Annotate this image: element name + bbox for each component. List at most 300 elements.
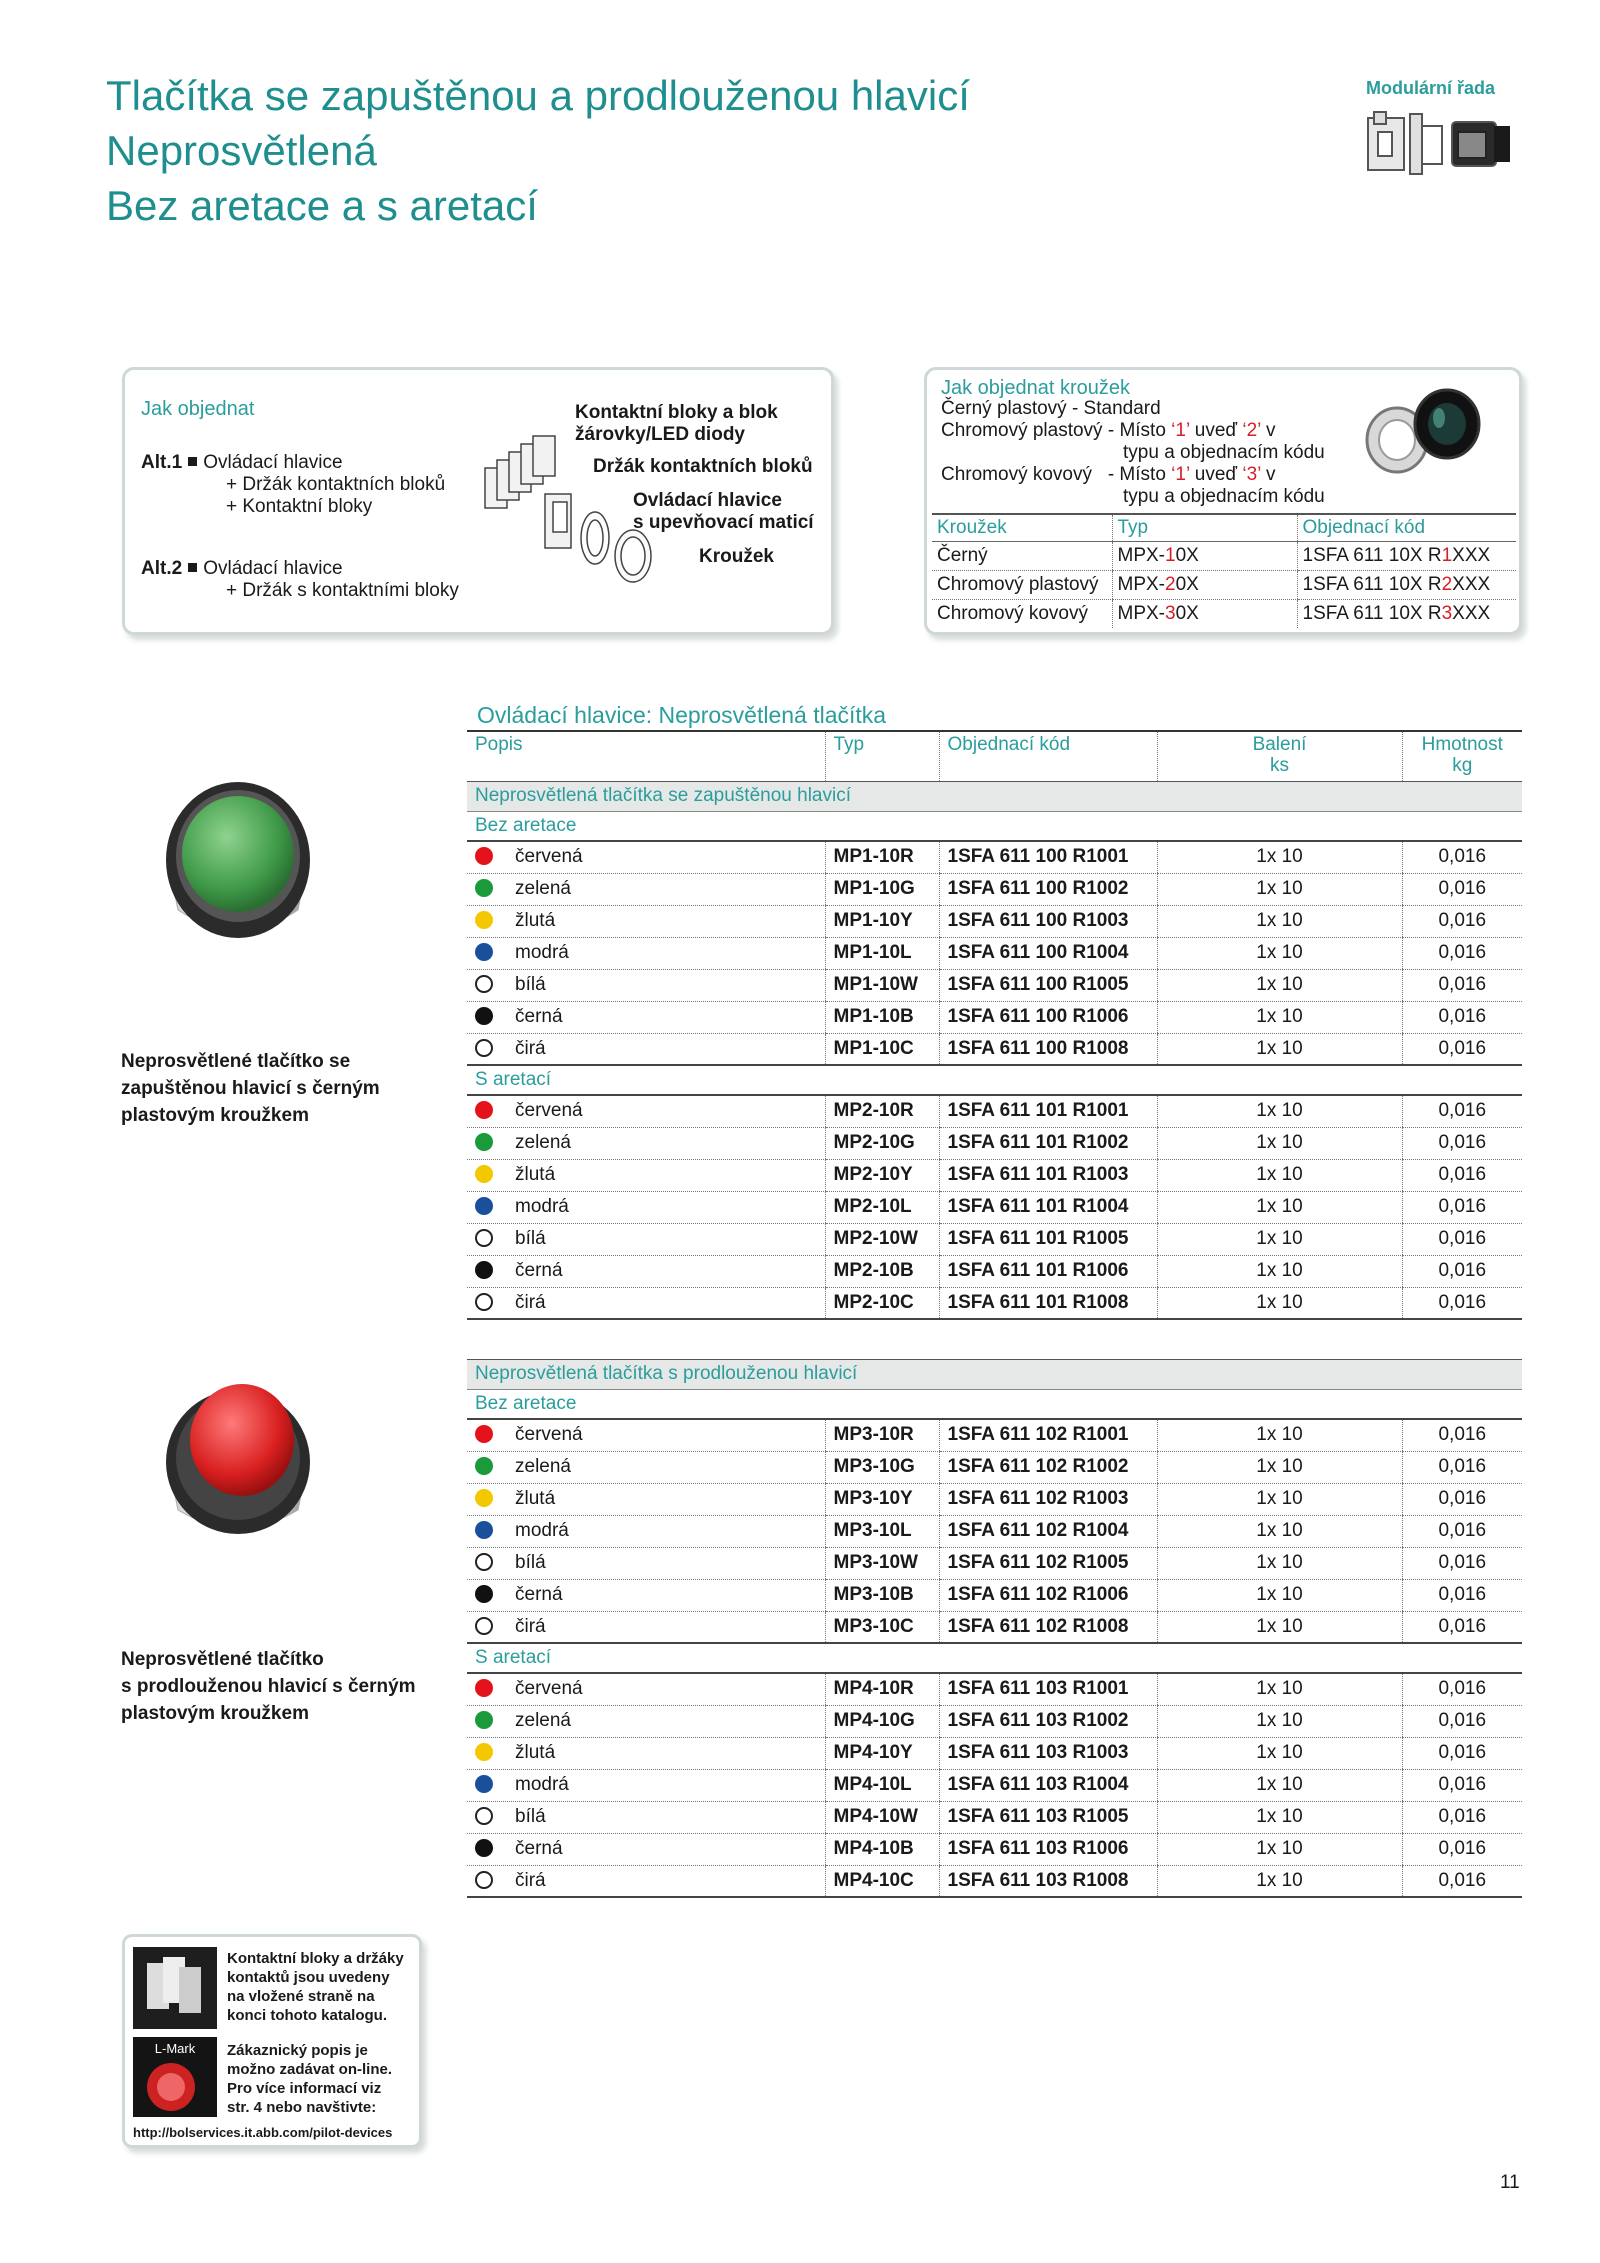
ring-name: Chromový plastový: [932, 570, 1112, 599]
row-weight: 0,016: [1402, 969, 1522, 1001]
table-row: [467, 1287, 1522, 1319]
color-dot-icon: [475, 975, 493, 993]
row-order-code: 1SFA 611 103 R1003: [939, 1737, 1157, 1769]
col-order-code: Objednací kód: [939, 731, 1157, 781]
color-name: bílá: [515, 1806, 546, 1827]
color-name: modrá: [515, 1196, 569, 1217]
color-name: zelená: [515, 1710, 571, 1731]
color-dot-icon: [475, 1293, 493, 1311]
color-dot-icon: [475, 1679, 493, 1697]
row-packing: 1x 10: [1157, 905, 1402, 937]
row-description: [467, 1191, 825, 1223]
color-dot-icon: [475, 911, 493, 929]
color-dot-icon: [475, 1489, 493, 1507]
row-weight: 0,016: [1402, 1737, 1522, 1769]
table-row: [467, 1127, 1522, 1159]
ring-line1: Černý plastový - Standard: [941, 398, 1161, 419]
how-to-order-box: [122, 367, 834, 635]
row-weight: 0,016: [1402, 937, 1522, 969]
row-order-code: 1SFA 611 101 R1004: [939, 1191, 1157, 1223]
row-packing: 1x 10: [1157, 1737, 1402, 1769]
row-weight: 0,016: [1402, 1611, 1522, 1643]
l-mark-label: L-Mark: [154, 2041, 196, 2056]
color-dot-icon: [475, 1165, 493, 1183]
row-packing: 1x 10: [1157, 1801, 1402, 1833]
ring-col-ring: Kroužek: [932, 514, 1112, 541]
alt2-line1: Ovládací hlavice: [203, 558, 343, 579]
row-description: [467, 1255, 825, 1287]
row-type: MP1-10G: [825, 873, 939, 905]
table-row: [467, 1255, 1522, 1287]
page-number: 11: [1500, 2172, 1520, 2193]
row-order-code: 1SFA 611 102 R1008: [939, 1611, 1157, 1643]
part-contact-blocks-label: Kontaktní bloky a blok žárovky/LED diody: [575, 402, 778, 445]
color-dot-icon: [475, 1585, 493, 1603]
table-row: [467, 969, 1522, 1001]
row-type: MP1-10L: [825, 937, 939, 969]
section-title: Neprosvětlená tlačítka se zapuštěnou hlavicí: [467, 781, 1522, 811]
row-description: [467, 1737, 825, 1769]
color-name: zelená: [515, 1456, 571, 1477]
row-weight: 0,016: [1402, 1515, 1522, 1547]
row-weight: 0,016: [1402, 1833, 1522, 1865]
group-header: [467, 1389, 1522, 1419]
row-order-code: 1SFA 611 103 R1008: [939, 1865, 1157, 1897]
section-title: Neprosvětlená tlačítka s prodlouženou hlavicí: [467, 1359, 1522, 1389]
row-order-code: 1SFA 611 103 R1006: [939, 1833, 1157, 1865]
row-type: MP3-10Y: [825, 1483, 939, 1515]
part-ring-label: Kroužek: [699, 546, 774, 567]
row-order-code: 1SFA 611 103 R1005: [939, 1801, 1157, 1833]
row-description: [467, 1769, 825, 1801]
note-text-2: Zákaznický popis je možno zadávat on-line. Pro více informací viz str. 4 nebo navštivte:: [227, 2042, 393, 2116]
row-order-code: 1SFA 611 102 R1004: [939, 1515, 1157, 1547]
row-order-code: 1SFA 611 100 R1005: [939, 969, 1157, 1001]
row-packing: 1x 10: [1157, 1095, 1402, 1127]
row-description: [467, 1223, 825, 1255]
ring-code: 1SFA 611 10X R2XXX: [1297, 570, 1516, 599]
ring-name: Černý: [932, 541, 1112, 570]
table-row: [467, 1769, 1522, 1801]
contact-blocks-photo: [133, 1947, 217, 2029]
row-description: [467, 1673, 825, 1705]
table-row: [467, 1737, 1522, 1769]
color-name: žlutá: [515, 1742, 556, 1763]
color-name: červená: [515, 1100, 583, 1122]
table-row: [467, 1033, 1522, 1065]
table-row: [467, 1419, 1522, 1451]
row-type: MP1-10B: [825, 1001, 939, 1033]
group-header: [467, 811, 1522, 841]
row-packing: 1x 10: [1157, 1451, 1402, 1483]
contact-blocks-icon: [133, 1947, 217, 2029]
color-dot-icon: [475, 879, 493, 897]
row-order-code: 1SFA 611 100 R1002: [939, 873, 1157, 905]
col-weight: Hmotnost kg: [1402, 731, 1522, 781]
row-type: MP2-10B: [825, 1255, 939, 1287]
ring-order-box: [924, 367, 1522, 635]
row-packing: 1x 10: [1157, 1705, 1402, 1737]
color-name: červená: [515, 846, 583, 868]
row-order-code: 1SFA 611 100 R1004: [939, 937, 1157, 969]
title-line-3: Bez aretace a s aretací: [106, 182, 538, 229]
color-name: zelená: [515, 878, 571, 899]
ring-line5: typu a objednacím kódu: [1123, 486, 1325, 507]
row-order-code: 1SFA 611 100 R1003: [939, 905, 1157, 937]
caption-extended: Neprosvětlené tlačítko s prodlouženou hlavicí s černým plastovým kroužkem: [121, 1649, 416, 1724]
color-dot-icon: [475, 1521, 493, 1539]
row-type: MP2-10G: [825, 1127, 939, 1159]
color-dot-icon: [475, 1039, 493, 1057]
l-mark-photo: [133, 2037, 217, 2117]
row-weight: 0,016: [1402, 1419, 1522, 1451]
color-name: čirá: [515, 1291, 546, 1313]
row-weight: 0,016: [1402, 841, 1522, 873]
row-description: [467, 1095, 825, 1127]
group-header: [467, 1065, 1522, 1095]
row-type: MP2-10L: [825, 1191, 939, 1223]
row-type: MP2-10Y: [825, 1159, 939, 1191]
color-name: červená: [515, 1678, 583, 1700]
ring-table-row: [932, 570, 1516, 599]
color-name: modrá: [515, 1520, 569, 1541]
row-packing: 1x 10: [1157, 1833, 1402, 1865]
row-packing: 1x 10: [1157, 1287, 1402, 1319]
color-dot-icon: [475, 1775, 493, 1793]
row-packing: 1x 10: [1157, 1033, 1402, 1065]
col-type: Typ: [825, 731, 939, 781]
table-row: [467, 1611, 1522, 1643]
color-name: žlutá: [515, 910, 556, 931]
row-packing: 1x 10: [1157, 841, 1402, 873]
ring-line3: typu a objednacím kódu: [1123, 442, 1325, 463]
row-order-code: 1SFA 611 103 R1001: [939, 1673, 1157, 1705]
row-packing: 1x 10: [1157, 1515, 1402, 1547]
info-note-box: [122, 1934, 422, 2148]
row-weight: 0,016: [1402, 1191, 1522, 1223]
color-name: žlutá: [515, 1164, 556, 1185]
table-row: [467, 1223, 1522, 1255]
table-row: [467, 1547, 1522, 1579]
ring-table-row: [932, 541, 1516, 570]
col-packing: Balení ks: [1157, 731, 1402, 781]
row-description: [467, 1033, 825, 1065]
table-row: [467, 841, 1522, 873]
row-weight: 0,016: [1402, 1287, 1522, 1319]
ring-table-row: [932, 599, 1516, 628]
part-holder-label: Držák kontaktních bloků: [593, 456, 813, 477]
color-name: černá: [515, 1006, 563, 1027]
row-description: [467, 1833, 825, 1865]
table-row: [467, 873, 1522, 905]
color-name: žlutá: [515, 1488, 556, 1509]
row-weight: 0,016: [1402, 1255, 1522, 1287]
ring-line2: Chromový plastový - Místo ‘1’ uveď ‘2’ v: [941, 420, 1276, 441]
row-weight: 0,016: [1402, 1127, 1522, 1159]
row-description: [467, 1705, 825, 1737]
table-row: [467, 1191, 1522, 1223]
alt2-label: Alt.2: [141, 558, 183, 579]
table-row: [467, 1451, 1522, 1483]
ring-type: MPX-10X: [1112, 541, 1297, 570]
color-name: černá: [515, 1838, 563, 1859]
row-weight: 0,016: [1402, 1095, 1522, 1127]
color-dot-icon: [475, 1871, 493, 1889]
catalog-header: [467, 731, 1522, 781]
exploded-assembly-icon: [483, 430, 653, 590]
row-order-code: 1SFA 611 100 R1006: [939, 1001, 1157, 1033]
row-description: [467, 1865, 825, 1897]
col-description: Popis: [467, 731, 825, 781]
pilot-devices-link[interactable]: http://bolservices.it.abb.com/pilot-devices: [133, 2125, 393, 2140]
table-row: [467, 1483, 1522, 1515]
row-type: MP4-10Y: [825, 1737, 939, 1769]
row-type: MP3-10L: [825, 1515, 939, 1547]
row-order-code: 1SFA 611 103 R1002: [939, 1705, 1157, 1737]
row-weight: 0,016: [1402, 1801, 1522, 1833]
catalog-table: [467, 730, 1522, 1898]
row-type: MP4-10B: [825, 1833, 939, 1865]
color-dot-icon: [475, 1711, 493, 1729]
row-type: MP3-10C: [825, 1611, 939, 1643]
row-type: MP3-10R: [825, 1419, 939, 1451]
row-type: MP4-10W: [825, 1801, 939, 1833]
color-name: modrá: [515, 1774, 569, 1795]
row-packing: 1x 10: [1157, 1769, 1402, 1801]
row-packing: 1x 10: [1157, 873, 1402, 905]
color-dot-icon: [475, 1101, 493, 1119]
row-type: MP2-10R: [825, 1095, 939, 1127]
row-description: [467, 1001, 825, 1033]
row-weight: 0,016: [1402, 905, 1522, 937]
row-description: [467, 1419, 825, 1451]
row-packing: 1x 10: [1157, 1611, 1402, 1643]
ring-code: 1SFA 611 10X R3XXX: [1297, 599, 1516, 628]
how-to-order-heading: Jak objednat: [141, 398, 255, 420]
color-name: bílá: [515, 974, 546, 995]
row-order-code: 1SFA 611 102 R1003: [939, 1483, 1157, 1515]
row-packing: 1x 10: [1157, 1191, 1402, 1223]
ring-table: [932, 513, 1516, 628]
color-dot-icon: [475, 1261, 493, 1279]
series-label: Modulární řada: [1366, 78, 1496, 98]
table-row: [467, 1705, 1522, 1737]
table-row: [467, 1001, 1522, 1033]
row-order-code: 1SFA 611 101 R1003: [939, 1159, 1157, 1191]
row-type: MP1-10R: [825, 841, 939, 873]
color-dot-icon: [475, 847, 493, 865]
alt1-label: Alt.1: [141, 452, 183, 473]
row-order-code: 1SFA 611 103 R1004: [939, 1769, 1157, 1801]
row-type: MP3-10G: [825, 1451, 939, 1483]
color-name: černá: [515, 1260, 563, 1281]
row-order-code: 1SFA 611 100 R1008: [939, 1033, 1157, 1065]
row-weight: 0,016: [1402, 873, 1522, 905]
color-dot-icon: [475, 1807, 493, 1825]
page-title: [106, 68, 970, 233]
group-title: Bez aretace: [467, 811, 1522, 841]
row-packing: 1x 10: [1157, 969, 1402, 1001]
row-description: [467, 1451, 825, 1483]
row-description: [467, 873, 825, 905]
color-dot-icon: [475, 1425, 493, 1443]
row-type: MP4-10C: [825, 1865, 939, 1897]
row-description: [467, 1579, 825, 1611]
table-row: [467, 1095, 1522, 1127]
note-text-1: Kontaktní bloky a držáky kontaktů jsou uvedeny na vložené straně na konci tohoto katalogu.: [227, 1950, 404, 2024]
row-weight: 0,016: [1402, 1705, 1522, 1737]
group-title: S aretací: [467, 1065, 1522, 1095]
row-weight: 0,016: [1402, 1579, 1522, 1611]
bullet-icon: [188, 457, 197, 466]
row-description: [467, 937, 825, 969]
series-badge: [1366, 78, 1516, 99]
row-packing: 1x 10: [1157, 1223, 1402, 1255]
table-row: [467, 1579, 1522, 1611]
row-weight: 0,016: [1402, 1223, 1522, 1255]
table-row: [467, 1515, 1522, 1547]
row-type: MP4-10R: [825, 1673, 939, 1705]
row-weight: 0,016: [1402, 1001, 1522, 1033]
ring-col-type: Typ: [1112, 514, 1297, 541]
row-description: [467, 1287, 825, 1319]
ring-line4: Chromový kovový - Místo ‘1’ uveď ‘3’ v: [941, 464, 1276, 485]
table-row: [467, 1673, 1522, 1705]
color-name: bílá: [515, 1228, 546, 1249]
color-dot-icon: [475, 1553, 493, 1571]
group-header: [467, 1643, 1522, 1673]
row-description: [467, 1515, 825, 1547]
color-name: čirá: [515, 1037, 546, 1059]
row-packing: 1x 10: [1157, 1419, 1402, 1451]
row-type: MP3-10B: [825, 1579, 939, 1611]
row-weight: 0,016: [1402, 1451, 1522, 1483]
row-type: MP4-10G: [825, 1705, 939, 1737]
color-dot-icon: [475, 1839, 493, 1857]
row-packing: 1x 10: [1157, 1483, 1402, 1515]
row-order-code: 1SFA 611 101 R1008: [939, 1287, 1157, 1319]
row-type: MP1-10C: [825, 1033, 939, 1065]
alt2-line2: + Držák s kontaktními bloky: [226, 580, 459, 601]
row-weight: 0,016: [1402, 1483, 1522, 1515]
ring-type: MPX-20X: [1112, 570, 1297, 599]
row-packing: 1x 10: [1157, 1865, 1402, 1897]
table-row: [467, 937, 1522, 969]
catalog: [467, 700, 1522, 1898]
row-type: MP4-10L: [825, 1769, 939, 1801]
row-description: [467, 1483, 825, 1515]
row-description: [467, 905, 825, 937]
row-order-code: 1SFA 611 101 R1001: [939, 1095, 1157, 1127]
catalog-title: Ovládací hlavice: Neprosvětlená tlačítka: [477, 702, 887, 728]
row-packing: 1x 10: [1157, 1159, 1402, 1191]
row-weight: 0,016: [1402, 1769, 1522, 1801]
caption-flush: Neprosvětlené tlačítko se zapuštěnou hlavicí s černým plastovým kroužkem: [121, 1051, 380, 1126]
row-order-code: 1SFA 611 102 R1002: [939, 1451, 1157, 1483]
row-packing: 1x 10: [1157, 1127, 1402, 1159]
modular-series-icon: [1366, 108, 1516, 180]
row-packing: 1x 10: [1157, 1001, 1402, 1033]
row-packing: 1x 10: [1157, 1255, 1402, 1287]
color-dot-icon: [475, 943, 493, 961]
row-order-code: 1SFA 611 101 R1002: [939, 1127, 1157, 1159]
color-dot-icon: [475, 1007, 493, 1025]
row-type: MP1-10W: [825, 969, 939, 1001]
row-description: [467, 1801, 825, 1833]
color-dot-icon: [475, 1743, 493, 1761]
alt1-block: [141, 452, 445, 518]
row-description: [467, 969, 825, 1001]
row-order-code: 1SFA 611 101 R1006: [939, 1255, 1157, 1287]
color-dot-icon: [475, 1617, 493, 1635]
row-order-code: 1SFA 611 102 R1001: [939, 1419, 1157, 1451]
row-order-code: 1SFA 611 100 R1001: [939, 841, 1157, 873]
color-dot-icon: [475, 1197, 493, 1215]
group-title: Bez aretace: [467, 1389, 1522, 1419]
row-packing: 1x 10: [1157, 1579, 1402, 1611]
row-packing: 1x 10: [1157, 1673, 1402, 1705]
group-title: S aretací: [467, 1643, 1522, 1673]
red-extended-button-photo: [148, 1350, 328, 1550]
color-dot-icon: [475, 1457, 493, 1475]
row-order-code: 1SFA 611 102 R1006: [939, 1579, 1157, 1611]
row-type: MP2-10W: [825, 1223, 939, 1255]
ring-type: MPX-30X: [1112, 599, 1297, 628]
color-name: červená: [515, 1424, 583, 1446]
table-row: [467, 1801, 1522, 1833]
color-name: bílá: [515, 1552, 546, 1573]
row-packing: 1x 10: [1157, 937, 1402, 969]
alt2-block: [141, 558, 459, 602]
table-row: [467, 1865, 1522, 1897]
bullet-icon: [188, 563, 197, 572]
part-head-label: Ovládací hlavice s upevňovací maticí: [633, 490, 814, 533]
alt1-line3: + Kontaktní bloky: [226, 496, 373, 517]
color-name: čirá: [515, 1869, 546, 1891]
ring-col-code: Objednací kód: [1297, 514, 1516, 541]
ring-code: 1SFA 611 10X R1XXX: [1297, 541, 1516, 570]
row-type: MP3-10W: [825, 1547, 939, 1579]
color-dot-icon: [475, 1133, 493, 1151]
row-description: [467, 1127, 825, 1159]
row-order-code: 1SFA 611 102 R1005: [939, 1547, 1157, 1579]
green-flush-button-photo: [148, 760, 328, 960]
ring-table-header: [932, 514, 1516, 541]
row-weight: 0,016: [1402, 1159, 1522, 1191]
ring-order-heading: Jak objednat kroužek: [941, 377, 1131, 399]
rings-photo-icon: [1359, 382, 1489, 482]
color-name: modrá: [515, 942, 569, 963]
color-dot-icon: [475, 1229, 493, 1247]
row-type: MP1-10Y: [825, 905, 939, 937]
row-weight: 0,016: [1402, 1865, 1522, 1897]
row-packing: 1x 10: [1157, 1547, 1402, 1579]
color-name: čirá: [515, 1615, 546, 1637]
row-description: [467, 841, 825, 873]
alt1-line1: Ovládací hlavice: [203, 452, 343, 473]
row-type: MP2-10C: [825, 1287, 939, 1319]
table-row: [467, 1159, 1522, 1191]
row-order-code: 1SFA 611 101 R1005: [939, 1223, 1157, 1255]
table-row: [467, 1833, 1522, 1865]
section-spacer: [467, 1319, 1522, 1359]
row-weight: 0,016: [1402, 1547, 1522, 1579]
title-line-1: Tlačítka se zapuštěnou a prodlouženou hlavicí: [106, 72, 970, 119]
title-line-2: Neprosvětlená: [106, 127, 377, 174]
alt1-line2: + Držák kontaktních bloků: [226, 474, 446, 495]
section-header: [467, 1359, 1522, 1389]
ring-name: Chromový kovový: [937, 602, 1088, 624]
